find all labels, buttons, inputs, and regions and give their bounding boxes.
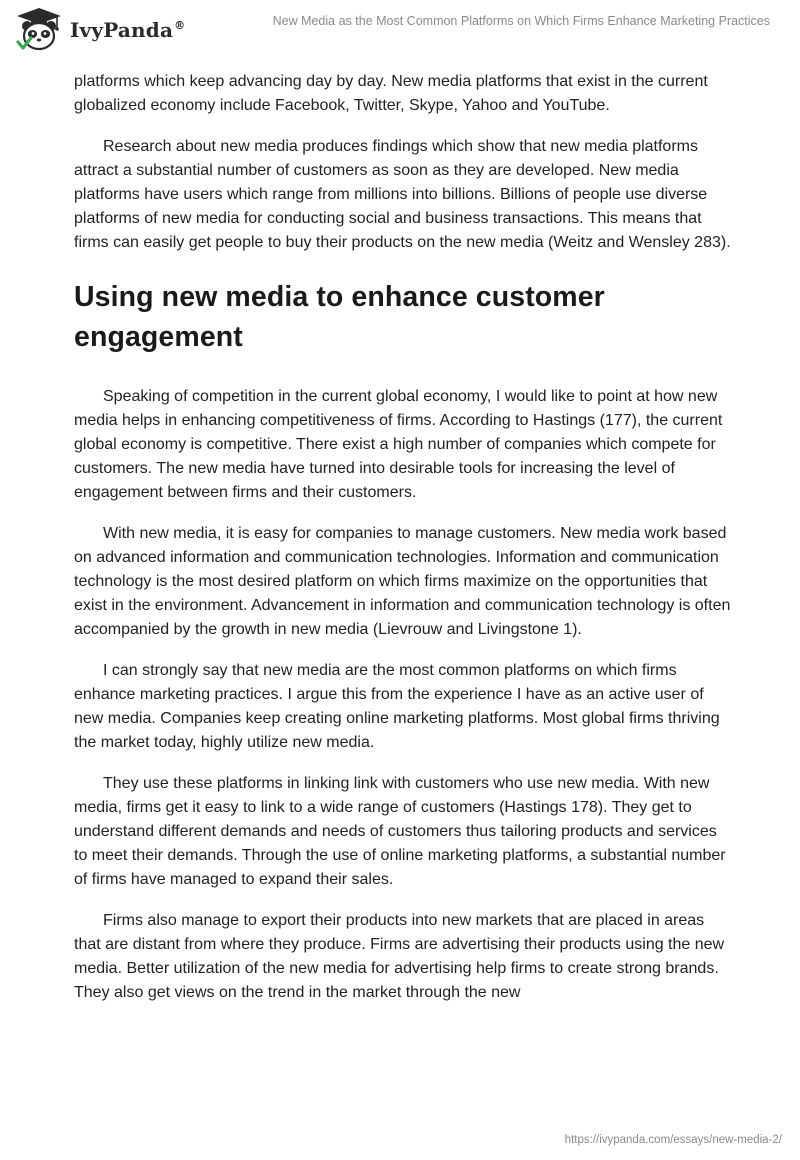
paragraph: With new media, it is easy for companies to manage customers. New media work based on advanced information and communication technologies. Information and communication technology is the most desired platform on which firms maximize on the opportunities that exist in the environment. Advancement in information and communication technology is often accompanied by the growth in new media (Lievrouw and Livingstone 1). bbox=[74, 525, 731, 638]
document-title: New Media as the Most Common Platforms on Which Firms Enhance Marketing Practices bbox=[272, 14, 770, 28]
logo[interactable] bbox=[14, 6, 185, 52]
paragraph: I can strongly say that new media are the most common platforms on which firms enhance marketing practices. I argue this from the experience I have as an active user of new media. Companies keep creating online marketing platforms. Most global firms thriving the market today, highly utilize new media. bbox=[74, 662, 720, 751]
paragraph-continued: platforms which keep advancing day by day. New media platforms that exist in the current globalized economy include Facebook, Twitter, Skype, Yahoo and YouTube. bbox=[74, 73, 708, 114]
logo-text: IvyPanda® bbox=[70, 18, 186, 42]
source-url[interactable]: https://ivypanda.com/essays/new-media-2/ bbox=[564, 1134, 782, 1146]
section-heading: Using new media to enhance customer engagement bbox=[74, 281, 605, 353]
registered-mark: ® bbox=[174, 19, 186, 32]
essay-body bbox=[74, 70, 734, 1022]
paragraph: Firms also manage to export their products into new markets that are placed in areas that are distant from where they produce. Firms are advertising their products using the new media. Better utilization of the new media for advertising help firms to create strong brands. They also get views on the trend in the market through the new bbox=[74, 912, 725, 1001]
panda-graduate-icon bbox=[14, 6, 64, 52]
paragraph: Research about new media produces findings which show that new media platforms attract a substantial number of customers as soon as they are developed. New media platforms have users which range from millions into billions. Billions of people use diverse platforms of new media for conducting social and business transactions. This means that firms can easily get people to buy their products on the new media (Weitz and Wensley 283). bbox=[74, 138, 731, 251]
page-header bbox=[0, 0, 800, 64]
paragraph: Speaking of competition in the current global economy, I would like to point at how new media helps in enhancing competitiveness of firms. According to Hastings (177), the current global economy is competitive. There exist a high number of companies which compete for customers. The new media have turned into desirable tools for increasing the level of engagement between firms and their customers. bbox=[74, 388, 723, 501]
paragraph: They use these platforms in linking link with customers who use new media. With new media, firms get it easy to link to a wide range of customers (Hastings 178). They get to understand different demands and needs of customers thus tailoring products and services to meet their demands. Through the use of online marketing platforms, a substantial number of firms have managed to expand their sales. bbox=[74, 775, 726, 888]
